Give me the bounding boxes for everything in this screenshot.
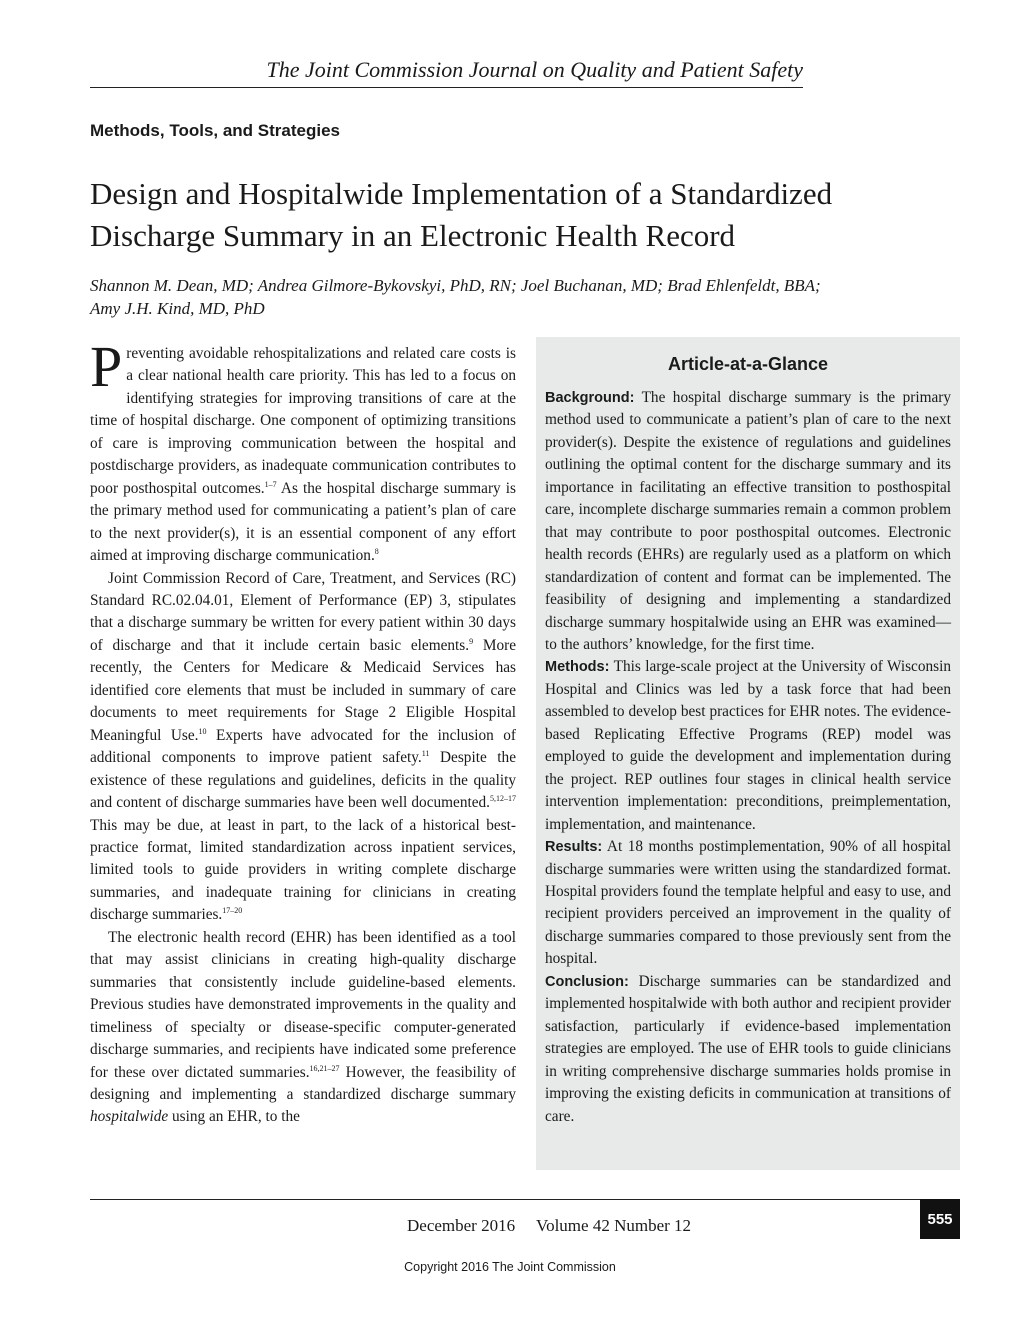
title-line-2: Discharge Summary in an Electronic Health Record: [90, 218, 736, 253]
glance-results: Results: At 18 months postimplementation, 90% of all hospital discharge summaries were written using the standardized format. Hospital providers found the template helpful and easy to use, and recipient providers perceived an improvement in the quality of discharge summaries compared to those previously sent from the hospital.: [545, 838, 951, 968]
citation: 16,21–27: [309, 1063, 340, 1073]
author-list: [90, 274, 930, 320]
glance-body: [545, 387, 951, 1128]
footer-divider: [90, 1199, 920, 1200]
authors-line-2: Amy J.H. Kind, MD, PhD: [90, 299, 265, 318]
glance-conclusion: Conclusion: Discharge summaries can be standardized and implemented hospitalwide with both author and recipient provider satisfaction, particularly if evidence-based implementation strategies are employed. The use of EHR tools to guide clinicians in writing comprehensive discharge summaries holds promise in improving the existing deficits in communication at transitions of care.: [545, 972, 951, 1125]
article-title: [90, 173, 920, 257]
section-heading: Methods, Tools, and Strategies: [90, 121, 340, 140]
citation: 10: [198, 726, 207, 736]
citation: 8: [374, 547, 379, 557]
glance-title: Article-at-a-Glance: [667, 354, 829, 374]
journal-title: The Joint Commission Journal on Quality and Patient Safety: [90, 55, 803, 88]
body-paragraph-3: The electronic health record (EHR) has been identified as a tool that may assist clinicians in creating high-quality discharge summaries that consistently include guideline-based elements. Previous studies have demonstrated improvements in the quality and timeliness of specialty or disease-specific computer-generated discharge summaries, and recipients have indicated some preference for these over dictated summaries.$^{16,21-27}$ However, the feasibility of designing and implementing a standardized discharge summary hospitalwide using an EHR, to the: [90, 928, 516, 1126]
citation: 11: [421, 749, 430, 759]
title-line-1: Design and Hospitalwide Implementation of a Standardized: [90, 176, 833, 211]
citation: 1–7: [264, 479, 277, 489]
citation: 9: [469, 636, 474, 646]
issue-date: December 2016: [407, 1216, 516, 1235]
glance-methods: Methods: This large-scale project at the University of Wisconsin Hospital and Clinics was led by a task force that had been assembled to develop best practices for EHR notes. The evidence-based Replicating Effective Programs (REP) model was employed to guide the development and implementation during the project. REP outlines four stages in clinical health service intervention implementation: preconditions, preimplementation, implementation, and maintenance.: [545, 658, 951, 833]
drop-cap: P: [90, 334, 123, 399]
citation: 5,12–17: [490, 794, 516, 804]
page-number: 555: [920, 1199, 960, 1239]
citation: 17–20: [222, 906, 243, 916]
body-paragraph-2: Joint Commission Record of Care, Treatment, and Services (RC) Standard RC.02.04.01, Element of Performance (EP) 3, stipulates that a discharge summary be written for every patient within 30 days of discharge and that it include certain basic elements.$^9$ More recently, the Centers for Medicare & Medicaid Services has identified core elements that must be included in summary of care documents to meet requirements for Stage 2 Eligible Hospital Meaningful Use.$^{10}$ Experts have advocated for the inclusion of additional components to improve patient safety.$^{11}$ Despite the existence of these regulations and guidelines, deficits in the quality and content of discharge summaries have been well documented.$^{5,12-17}$ This may be due, at least in part, to the lack of a historical best-practice format, limited standardization across inpatient services, limited tools to guide providers in writing complete discharge summaries, and inadequate training for clinicians in creating discharge summaries.$^{17-20}$: [90, 569, 516, 924]
body-column: [90, 334, 516, 1129]
glance-background: Background: The hospital discharge summary is the primary method used to communicate a patient’s plan of care to the next provider(s). Despite the existence of regulations and guidelines outlining the optimal content for the discharge summary and its importance in facilitating an effective transition to posthospital care, incomplete discharge summaries remain a common problem that may contribute to poor posthospital outcomes. Electronic health records (EHRs) are regularly used as a platform on which standardization of content and format can be implemented. The feasibility of designing and implementing a standardized discharge summary hospitalwide using an EHR was examined—to the authors’ knowledge, for the first time.: [545, 389, 951, 653]
copyright-notice: Copyright 2016 The Joint Commission: [404, 1260, 616, 1274]
authors-line-1: Shannon M. Dean, MD; Andrea Gilmore-Bykovskyi, PhD, RN; Joel Buchanan, MD; Brad Ehlenfeldt, BBA;: [90, 276, 821, 295]
body-paragraph-1: Preventing avoidable rehospitalizations and related care costs is a clear national health care priority. This has led to a focus on identifying strategies for improving transitions of care at the time of hospital discharge. One component of optimizing transitions of care is improving communication between the hospital and postdischarge providers, as inadequate communication contributes to poor posthospital outcomes.$^{1-7}$ As the hospital discharge summary is the primary method used for communicating a patient’s plan of care to the next provider(s), it is an essential component of any effort aimed at improving discharge communication.$^8$: [90, 334, 516, 565]
issue-volume: Volume 42 Number 12: [536, 1216, 692, 1235]
